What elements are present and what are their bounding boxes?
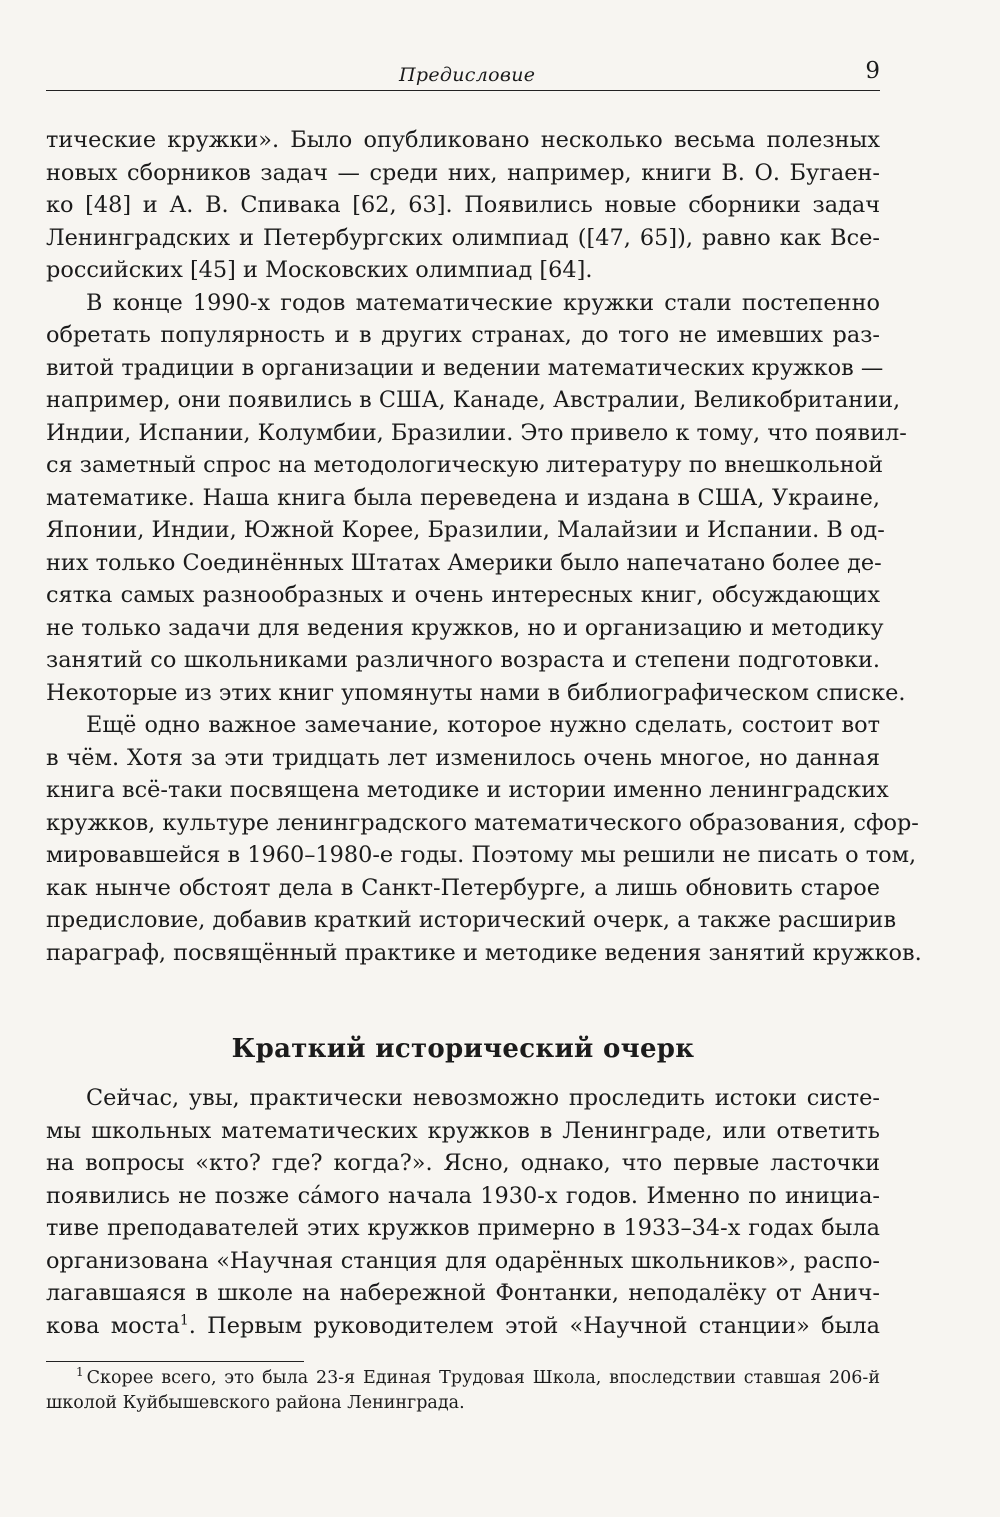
text-line: Сейчас, увы, практически невозможно проследить истоки систе- [86, 1085, 880, 1111]
text-line: параграф, посвящённый практике и методике ведения занятий кружков. [46, 939, 922, 966]
text-line: новых сборников задач — среди них, например, книги В. О. Бугаен- [46, 159, 880, 186]
text-line [46, 1310, 880, 1343]
text-line: Индии, Испании, Колумбии, Бразилии. Это привело к тому, что появил- [46, 419, 907, 446]
text-line: математике. Наша книга была переведена и издана в США, Украине, [46, 484, 880, 511]
section-heading: Краткий исторический очерк [231, 1033, 695, 1064]
footnote-divider [46, 1361, 304, 1362]
footnote-line: школой Куйбышевского района Ленинграда. [46, 1393, 465, 1413]
text-line: Японии, Индии, Южной Корее, Бразилии, Малайзии и Испании. В од- [46, 517, 885, 543]
footnote-reference[interactable]: 1 [179, 1312, 189, 1329]
text-fragment: кова моста [46, 1312, 180, 1339]
text-line: как нынче обстоят дела в Санкт-Петербурге, а лишь обновить старое [46, 874, 880, 901]
text-line: предисловие, добавив краткий исторический очерк, а также расширив [46, 907, 897, 933]
text-line: Ленинградских и Петербургских олимпиад ([47, 65]), равно как Все- [46, 224, 880, 251]
text-line: занятий со школьниками различного возраста и степени подготовки. [46, 647, 880, 673]
body-text-bottom [46, 1082, 880, 1342]
text-line: них только Соединённых Штатах Америки было напечатано более де- [46, 549, 882, 576]
body-text-top [46, 124, 922, 969]
text-line: появились не позже са́мого начала 1930-х годов. Именно по инициа- [46, 1182, 880, 1209]
footnote [46, 1366, 880, 1416]
text-line: ся заметный спрос на методологическую литературу по внешкольной [46, 452, 884, 478]
text-line: российских [45] и Московских олимпиад [64]. [46, 257, 593, 283]
text-line: не только задачи для ведения кружков, но и организацию и методику [46, 614, 884, 641]
paragraph-remark [46, 709, 922, 969]
footnote-line [46, 1366, 880, 1391]
text-line: организована «Научная станция для одарённых школьников», распо- [46, 1247, 880, 1274]
text-line: на вопросы «кто? где? когда?». Ясно, однако, что первые ласточки [46, 1150, 880, 1176]
paragraph-continued [46, 124, 880, 287]
text-line: книга всё-таки посвящена методике и истории именно ленинградских [46, 777, 889, 803]
text-line: обретать популярность и в других странах, до того не имевших раз- [46, 322, 880, 348]
text-line: ко [48] и А. В. Спивака [62, 63]. Появились новые сборники задач [46, 192, 880, 218]
running-title: Предисловие [399, 64, 536, 86]
text-line: Ещё одно важное замечание, которое нужно сделать, состоит вот [86, 712, 880, 738]
text-line: витой традиции в организации и ведении математических кружков — [46, 354, 884, 381]
text-line: тические кружки». Было опубликовано несколько весьма полезных [46, 127, 880, 153]
text-line: например, они появились в США, Канаде, Австралии, Великобритании, [46, 387, 901, 413]
text-line: мировавшейся в 1960–1980-е годы. Поэтому мы решили не писать о том, [46, 842, 917, 868]
text-line: кружков, культуре ленинградского математического образования, сфор- [46, 809, 919, 836]
paragraph-history [46, 1082, 880, 1342]
text-line: сятка самых разнообразных и очень интересных книг, обсуждающих [46, 582, 880, 608]
text-line: Некоторые из этих книг упомянуты нами в библиографическом списке. [46, 679, 906, 706]
page-number: 9 [865, 58, 880, 84]
footnote-text: Скорее всего, это была 23-я Единая Трудовая Школа, впоследствии ставшая 206-й [86, 1368, 880, 1388]
text-line: мы школьных математических кружков в Ленинграде, или ответить [46, 1117, 880, 1144]
text-line: В конце 1990-х годов математические кружки стали постепенно [86, 289, 880, 316]
running-header [46, 58, 880, 91]
paragraph-1990s [46, 287, 907, 710]
text-line: лагавшаяся в школе на набережной Фонтанки, неподалёку от Анич- [46, 1280, 880, 1306]
footnote-number: 1 [76, 1365, 84, 1380]
text-line: в чём. Хотя за эти тридцать лет изменилось очень многое, но данная [46, 744, 880, 771]
text-line: тиве преподавателей этих кружков примерно в 1933–34-х годах была [46, 1215, 880, 1241]
text-fragment: . Первым руководителем этой «Научной станции» была [188, 1312, 880, 1339]
